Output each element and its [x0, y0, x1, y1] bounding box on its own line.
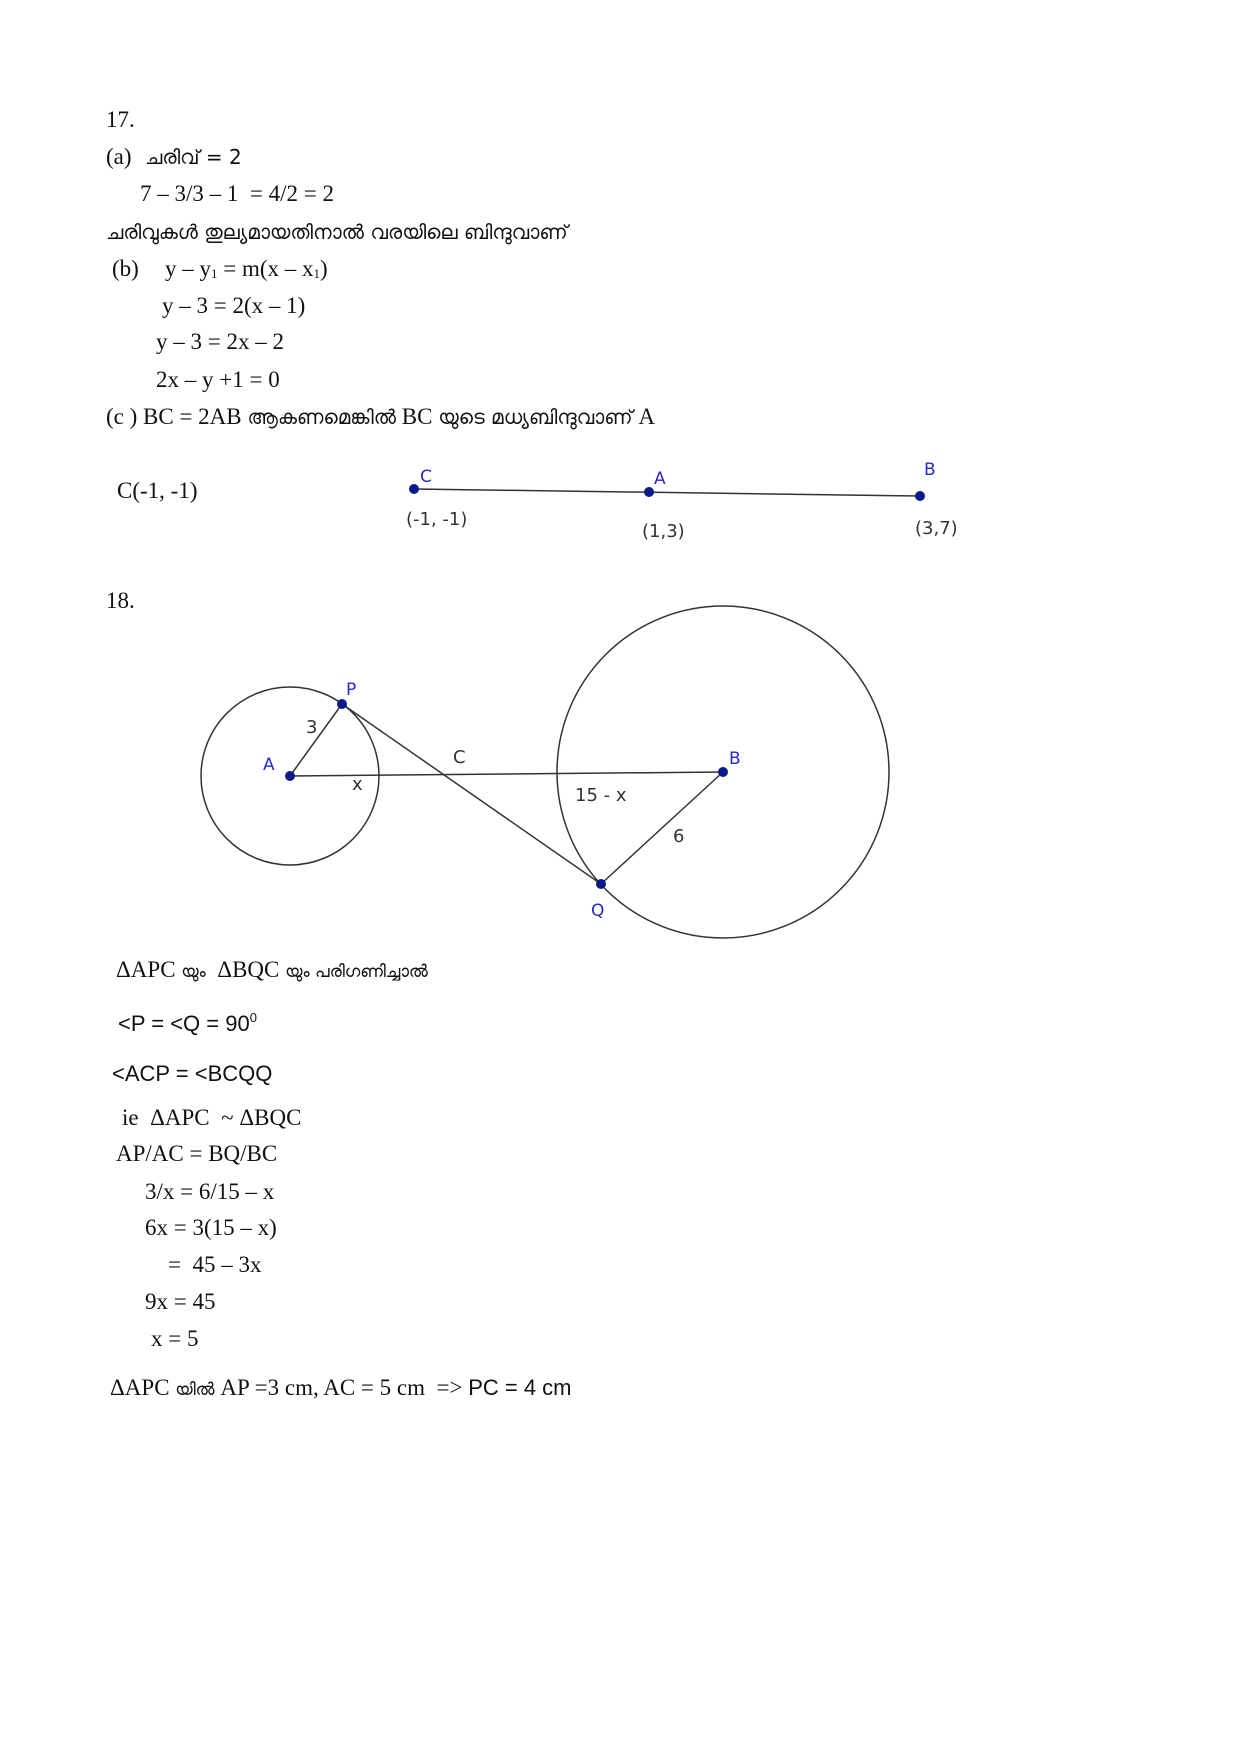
q17-c-statement: (c ) BC = 2AB ആകണമെങ്കിൽ BC യുടെ മധ്യബിന്ദുവാണ് A: [106, 404, 655, 429]
label-ac-length: x: [352, 774, 363, 795]
point-b: [718, 767, 728, 777]
q18-step-6: 3/x = 6/15 – x: [145, 1179, 275, 1204]
label-b: B: [729, 749, 741, 769]
q17-number: 17.: [106, 107, 135, 132]
point-q: [596, 879, 606, 889]
q17-b-line3: 2x – y +1 = 0: [156, 367, 280, 392]
q18-step-right-angles: $<P = <Q = 90^0$: [118, 1010, 257, 1036]
q18-step-vertical-angles: <ACP = <BCQQ: [112, 1061, 273, 1086]
q18-step-similar: ie ΔAPC ~ ΔBQC: [122, 1105, 302, 1130]
point-a-label: A: [654, 469, 666, 489]
q17-a-conclusion: ചരിവുകൾ തുല്യമായതിനാൽ വരയിലെ ബിന്ദുവാണ്: [106, 220, 568, 244]
q17-a-calc: 7 – 3/3 – 1 = 4/2 = 2: [140, 181, 334, 206]
q17-b-line2: y – 3 = 2x – 2: [156, 329, 284, 354]
q18-step-consider: ΔAPC യും ΔBQC യും പരിഗണിച്ചാൽ: [116, 957, 428, 982]
q17-a-slope: ചരിവ് = 2: [145, 145, 242, 169]
label-ap-length: 3: [306, 717, 318, 738]
q18-step-10: x = 5: [151, 1326, 199, 1351]
point-b-label: B: [924, 460, 936, 480]
point-a-coord: (1,3): [642, 521, 685, 542]
point-p: [337, 699, 347, 709]
label-cb-length: 15 - x: [575, 785, 627, 806]
label-c: C: [453, 747, 466, 768]
q18-step-9: 9x = 45: [145, 1289, 216, 1314]
point-b-coord: (3,7): [915, 518, 958, 539]
q18-step-8: = 45 – 3x: [168, 1252, 262, 1277]
q18-step-7: 6x = 3(15 – x): [145, 1215, 277, 1240]
q17-b-label: (b): [112, 256, 139, 281]
point-c-label: C: [420, 467, 432, 487]
q17-b-formula: $y - y_1 = m(x - x_1)$: [165, 256, 328, 281]
label-a: A: [263, 755, 275, 775]
point-a: [285, 771, 295, 781]
segment-ap: [290, 704, 342, 776]
label-q: Q: [591, 901, 605, 921]
q17-b-line1: y – 3 = 2(x – 1): [162, 293, 306, 318]
q18-step-ratio: AP/AC = BQ/BC: [116, 1141, 278, 1166]
q18-final: ΔAPC യിൽ AP =3 cm, AC = 5 cm => PC = 4 cm: [110, 1375, 572, 1400]
q17-a-label: (a): [106, 144, 132, 169]
label-p: P: [346, 680, 357, 700]
q18-number: 18.: [106, 588, 135, 613]
point-c-coord: (-1, -1): [406, 509, 468, 530]
label-bq-length: 6: [673, 826, 685, 847]
q17-c-answer: C(-1, -1): [117, 478, 198, 503]
